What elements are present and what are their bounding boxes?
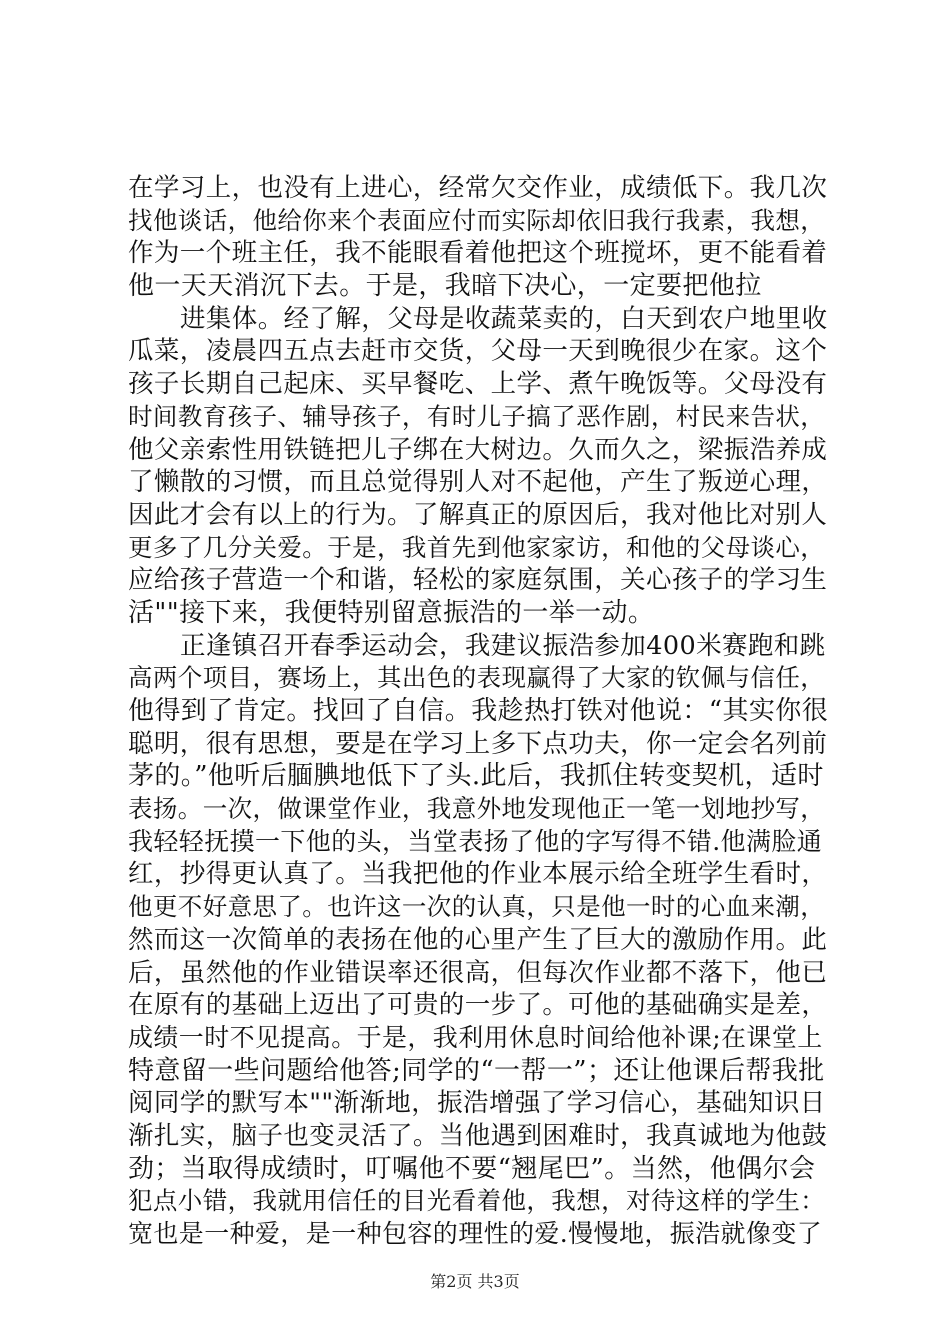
text-line: 作为一个班主任，我不能眼看着他把这个班搅坏，更不能看着 [128, 238, 828, 269]
text-line: 进集体。经了解，父母是收蔬菜卖的，白天到农户地里收 [180, 303, 828, 334]
text-line: 应给孩子营造一个和谐，轻松的家庭氛围，关心孩子的学习生 [128, 565, 828, 596]
text-line: 渐扎实，脑子也变灵活了。当他遇到困难时，我真诚地为他鼓 [128, 1120, 828, 1151]
text-line: 瓜菜，凌晨四五点去赶市交货，父母一天到晚很少在家。这个 [128, 336, 828, 367]
text-line: 宽也是一种爱，是一种包容的理性的爱.慢慢地，振浩就像变了 [128, 1219, 823, 1248]
text-line: 因此才会有以上的行为。了解真正的原因后，我对他比对别人 [128, 499, 828, 530]
text-line: 孩子长期自己起床、买早餐吃、上学、煮午晚饭等。父母没有 [128, 369, 828, 400]
text-line: 时间教育孩子、辅导孩子，有时儿子搞了恶作剧，村民来告状， [128, 401, 826, 431]
text-line: 聪明，很有思想，要是在学习上多下点功夫，你一定会名列前 [128, 728, 828, 759]
text-line: 成绩一时不见提高。于是，我利用休息时间给他补课;在课堂上 [128, 1022, 823, 1052]
body-text [128, 172, 828, 1251]
text-line: 在学习上，也没有上进心，经常欠交作业，成绩低下。我几次 [128, 173, 828, 203]
text-line: 红，抄得更认真了。当我把他的作业本展示给全班学生看时， [128, 859, 828, 890]
text-line: 犯点小错，我就用信任的目光看着他，我想，对待这样的学生： [128, 1186, 826, 1216]
text-line: 了懒散的习惯，而且总觉得别人对不起他，产生了叛逆心理， [128, 467, 828, 498]
text-line: 劲；当取得成绩时，叮嘱他不要“翘尾巴”。当然，他偶尔会 [128, 1153, 816, 1184]
text-line: 我轻轻抚摸一下他的头，当堂表扬了他的字写得不错.他满脸通 [128, 826, 823, 856]
text-line: 正逢镇召开春季运动会，我建议振浩参加400米赛跑和跳 [180, 630, 826, 661]
text-line: 活""接下来，我便特别留意振浩的一举一动。 [128, 597, 655, 628]
text-line: 找他谈话，他给你来个表面应付而实际却依旧我行我素，我想， [128, 205, 826, 235]
text-line: 更多了几分关爱。于是，我首先到他家家访，和他的父母谈心， [128, 532, 826, 562]
text-line: 他更不好意思了。也许这一次的认真，只是他一时的心血来潮， [128, 892, 826, 922]
text-line: 他一天天消沉下去。于是，我暗下决心，一定要把他拉 [128, 271, 762, 302]
text-line: 后，虽然他的作业错误率还很高，但每次作业都不落下，他已 [128, 957, 828, 988]
text-line: 阅同学的默写本""渐渐地，振浩增强了学习信心，基础知识日 [128, 1088, 826, 1119]
text-line: 茅的。”他听后腼腆地低下了头.此后，我抓住转变契机，适时 [128, 761, 824, 792]
text-line: 特意留一些问题给他答;同学的“一帮一”；还让他课后帮我批 [128, 1055, 825, 1086]
page-footer: 第2页 共3页 [430, 1272, 520, 1291]
text-line: 然而这一次简单的表扬在他的心里产生了巨大的激励作用。此 [128, 924, 828, 955]
text-line: 高两个项目，赛场上，其出色的表现赢得了大家的钦佩与信任， [128, 663, 826, 693]
text-line: 表扬。一次，做课堂作业，我意外地发现他正一笔一划地抄写， [128, 794, 826, 824]
text-line: 他得到了肯定。找回了自信。我趁热打铁对他说：“其实你很 [128, 696, 829, 726]
text-line: 在原有的基础上迈出了可贵的一步了。可他的基础确实是差， [128, 990, 828, 1021]
text-line: 他父亲索性用铁链把儿子绑在大树边。久而久之，梁振浩养成 [128, 434, 828, 465]
